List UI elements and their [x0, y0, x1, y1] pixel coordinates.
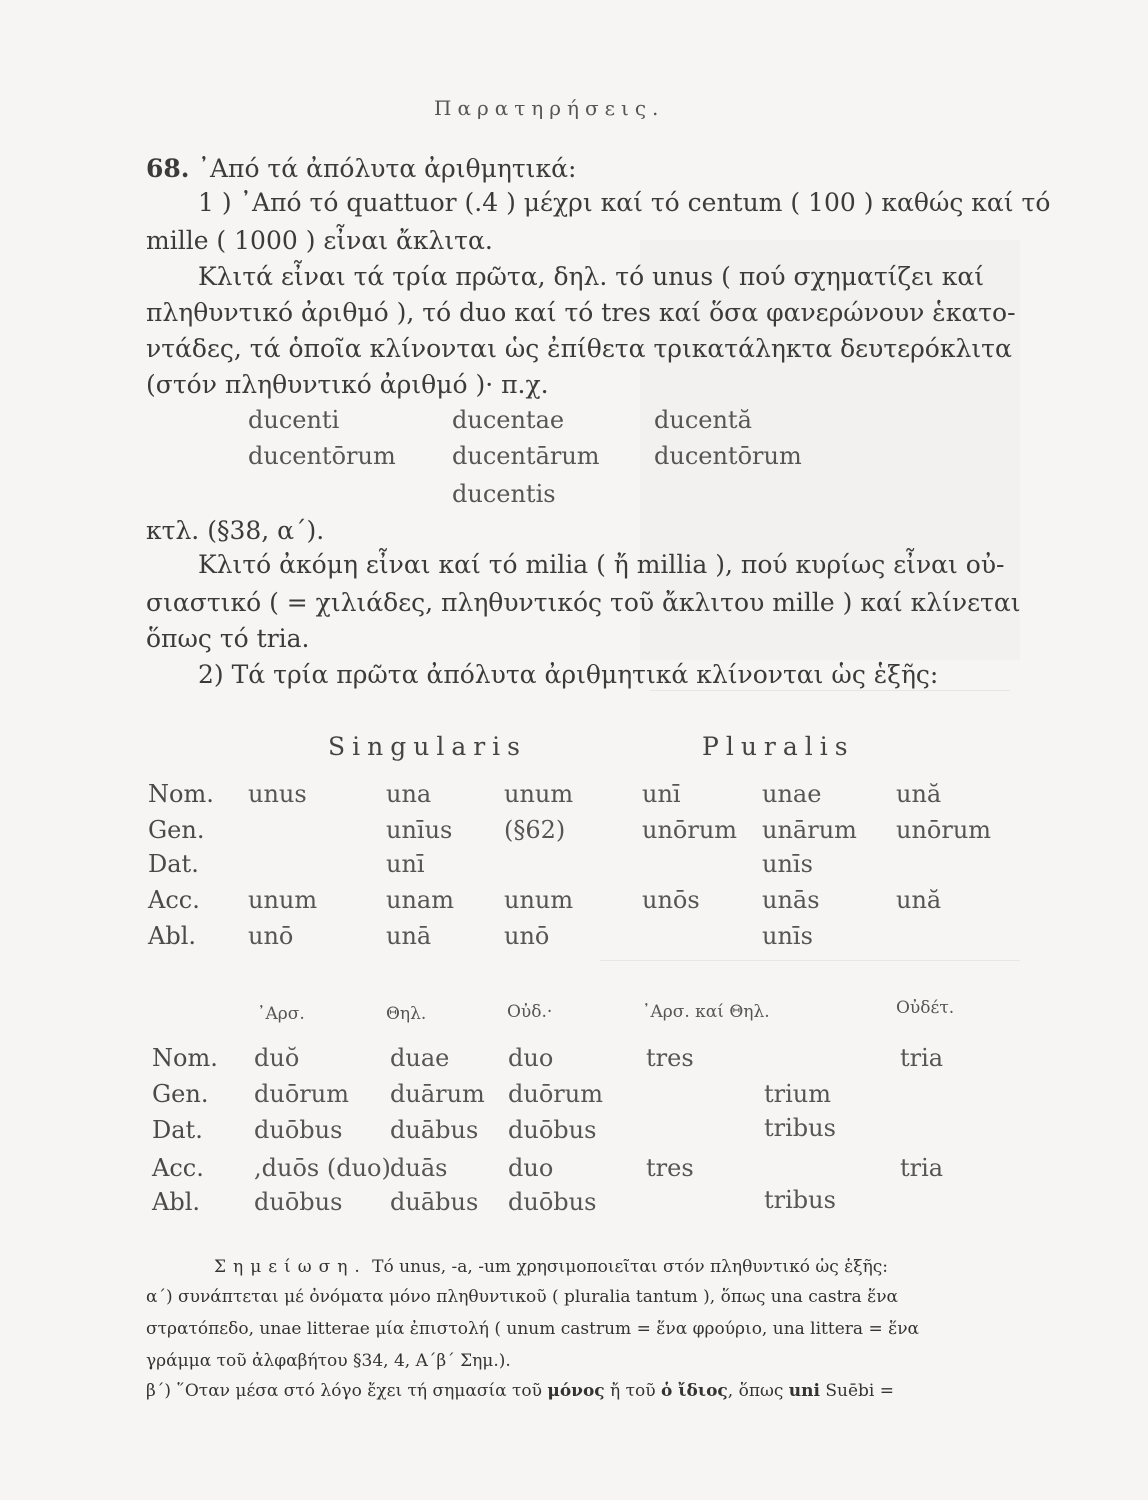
- unus-form: unīs: [762, 850, 813, 878]
- gender-header: Θηλ.: [386, 1004, 427, 1024]
- page-heading: Παρατηρήσεις.: [434, 96, 665, 120]
- unus-form: unō: [504, 922, 550, 950]
- unus-form: ună: [896, 780, 942, 808]
- unus-form: unōrum: [896, 816, 992, 844]
- note-line: α΄) συνάπτεται μέ ὀνόματα μόνο πληθυντικοῦ ( pluralia tantum ), ὅπως una castra ἕνα: [146, 1287, 899, 1307]
- bleed-through-rule: [600, 960, 1020, 961]
- gender-header: Οὐδ.·: [507, 1002, 553, 1022]
- section-number: 68.: [146, 154, 190, 183]
- case-label: Dat.: [152, 1116, 203, 1144]
- duo-form: tria: [900, 1044, 944, 1072]
- unus-form: unum: [248, 886, 318, 914]
- duo-form: tres: [646, 1044, 694, 1072]
- text-line: 1 ) ᾿Από τό quattuor (.4 ) μέχρι καί τό centum ( 100 ) καθώς καί τό: [198, 188, 1051, 217]
- paragraph-68-intro: [146, 154, 576, 184]
- tres-form: trium: [764, 1080, 832, 1108]
- duo-form: duae: [390, 1044, 450, 1072]
- tres-form: tribus: [764, 1114, 836, 1142]
- unus-form: unōs: [642, 886, 700, 914]
- text-line: mille ( 1000 ) εἶναι ἄκλιτα.: [146, 226, 493, 255]
- duo-form: duārum: [390, 1080, 485, 1108]
- unus-form: unās: [762, 886, 820, 914]
- duo-form: duōbus: [508, 1188, 597, 1216]
- ducenti-word: ducenti: [248, 406, 340, 434]
- duo-form: duo: [508, 1154, 554, 1182]
- note-line: β΄) ῞Οταν μέσα στό λόγο ἔχει τή σημασία τοῦ μόνος ἤ τοῦ ὁ ἴδιος, ὅπως uni Suēbi =: [146, 1381, 895, 1401]
- ducenti-word: ducentārum: [452, 442, 600, 470]
- section-title: ᾿Από τά ἀπόλυτα ἀριθμητικά:: [197, 154, 577, 183]
- duo-form: duōbus: [254, 1188, 343, 1216]
- duo-form: tria: [900, 1154, 944, 1182]
- case-label: Gen.: [152, 1080, 209, 1108]
- duo-form: duōbus: [254, 1116, 343, 1144]
- gender-header: ᾿Αρσ. καί Θηλ.: [642, 1002, 770, 1022]
- duo-form: duābus: [390, 1188, 479, 1216]
- text-line: ντάδες, τά ὁποῖα κλίνονται ὡς ἐπίθετα τρικατάληκτα δευτερόκλιτα: [146, 334, 1012, 363]
- duo-form: duŏ: [254, 1044, 300, 1072]
- unus-form: unus: [248, 780, 307, 808]
- unus-form: unum: [504, 780, 574, 808]
- duo-form: duās: [390, 1154, 448, 1182]
- case-label: Gen.: [148, 816, 205, 844]
- case-label: Nom.: [148, 780, 214, 808]
- unus-form: unī: [642, 780, 681, 808]
- ducenti-word: ducentae: [452, 406, 565, 434]
- case-label: Dat.: [148, 850, 199, 878]
- tres-form: tribus: [764, 1186, 836, 1214]
- text-line: Κλιτά εἶναι τά τρία πρῶτα, δηλ. τό unus ( πού σχηματίζει καί: [198, 262, 985, 291]
- text-line: πληθυντικό ἀριθμό ), τό duo καί τό tres καί ὅσα φανερώνουν ἑκατο-: [146, 298, 1016, 327]
- bleed-through-rule: [650, 690, 1010, 691]
- unus-form: unōrum: [642, 816, 738, 844]
- unus-form: (§62): [504, 816, 566, 844]
- ktl-reference: κτλ. (§38, α΄).: [146, 516, 325, 545]
- text-line: σιαστικό ( = χιλιάδες, πληθυντικός τοῦ ἄκλιτου mille ) καί κλίνεται: [146, 588, 1021, 617]
- unus-form: unā: [386, 922, 432, 950]
- case-label: Acc.: [148, 886, 200, 914]
- note-line: Σημείωση. Τό unus, -a, -um χρησιμοποιεῖται στόν πληθυντικό ὡς ἑξῆς:: [214, 1257, 889, 1277]
- case-label: Abl.: [148, 922, 196, 950]
- unus-form: unārum: [762, 816, 857, 844]
- pluralis-header: Pluralis: [702, 732, 855, 761]
- case-label: Acc.: [152, 1154, 204, 1182]
- case-label: Abl.: [152, 1188, 200, 1216]
- duo-form: duōrum: [254, 1080, 349, 1108]
- duo-form: tres: [646, 1154, 694, 1182]
- unus-form: unam: [386, 886, 454, 914]
- duo-form: duōbus: [508, 1116, 597, 1144]
- ducenti-word: ducentōrum: [248, 442, 396, 470]
- text-line: Κλιτό ἀκόμη εἶναι καί τό milia ( ἤ millia ), πού κυρίως εἶναι οὐ-: [198, 550, 1005, 579]
- gender-header: ᾿Αρσ.: [257, 1004, 305, 1024]
- unus-form: unīs: [762, 922, 813, 950]
- text-line: (στόν πληθυντικό ἀριθμό )· π.χ.: [146, 370, 549, 399]
- unus-form: unō: [248, 922, 294, 950]
- ducenti-word: ducentă: [654, 406, 752, 434]
- ducenti-word: ducentōrum: [654, 442, 802, 470]
- duo-form: duābus: [390, 1116, 479, 1144]
- duo-form: duo: [508, 1044, 554, 1072]
- gender-header: Οὐδέτ.: [896, 998, 955, 1018]
- text-line: 2) Τά τρία πρῶτα ἀπόλυτα ἀριθμητικά κλίνονται ὡς ἑξῆς:: [198, 660, 939, 689]
- duo-form: duōrum: [508, 1080, 603, 1108]
- note-label: Σημείωση.: [214, 1257, 367, 1277]
- unus-form: unum: [504, 886, 574, 914]
- singularis-header: Singularis: [328, 732, 528, 761]
- case-label: Nom.: [152, 1044, 218, 1072]
- unus-form: unīus: [386, 816, 453, 844]
- ducenti-word: ducentis: [452, 480, 556, 508]
- unus-form: una: [386, 780, 432, 808]
- note-line: στρατόπεδο, unae litterae μία ἐπιστολή ( unum castrum = ἕνα φρούριο, una littera = ἕνα: [146, 1319, 920, 1339]
- note-line: γράμμα τοῦ ἀλφαβήτου §34, 4, Α΄β΄ Σημ.).: [146, 1351, 511, 1371]
- duo-form: ,duōs (duo): [254, 1154, 391, 1182]
- unus-form: unae: [762, 780, 822, 808]
- text-line: ὅπως τό tria.: [146, 624, 310, 653]
- unus-form: unī: [386, 850, 425, 878]
- unus-form: ună: [896, 886, 942, 914]
